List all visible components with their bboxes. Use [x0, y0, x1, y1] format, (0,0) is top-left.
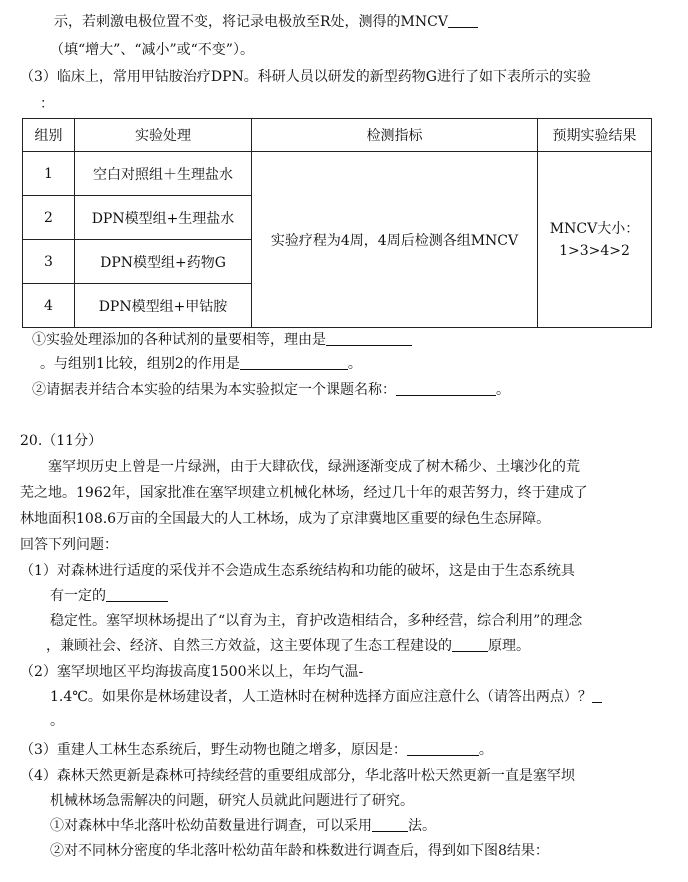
text-fragment: 有一定的: [50, 588, 106, 604]
question-20-title: 20.（11分）: [20, 433, 103, 449]
table-header: 检测指标: [252, 119, 538, 152]
text-line: 机械林场急需解决的问题，研究人员就此问题进行了研究。: [50, 793, 414, 809]
text-line: [32, 331, 412, 349]
text-line: 。: [50, 713, 64, 729]
question-line: （4）森林天然更新是森林可持续经营的重要组成部分，华北落叶松天然更新一直是塞罕坝: [20, 768, 575, 784]
text-line: ：: [40, 96, 54, 112]
question-line: [20, 741, 493, 759]
question-line: （1）对森林进行适度的采伐并不会造成生态系统结构和功能的破坏，这是由于生态系统具: [20, 563, 575, 579]
experiment-table: [22, 118, 652, 328]
text-line: [50, 817, 436, 835]
text-fragment: ②请据表并结合本实验的结果为本实验拟定一个课题名称：: [32, 382, 396, 398]
paragraph-line: 芜之地。1962年，国家批准在塞罕坝建立机械化林场，经过几十年的艰苦努力，终于建成了: [20, 485, 588, 501]
answer-blank: [396, 381, 496, 396]
expected-result-line: MNCV大小：: [549, 220, 640, 237]
question-3-line: （3）临床上，常用甲钴胺治疗DPN。科研人员以研发的新型药物G进行了如下表所示的实验: [20, 69, 591, 85]
table-header-row: [23, 119, 652, 152]
text-line: [50, 688, 602, 706]
text-fragment: 。与组别1比较，组别2的作用是: [40, 356, 240, 372]
text-line: [40, 355, 362, 373]
group-cell: 2: [23, 196, 75, 240]
group-cell: 4: [23, 284, 75, 328]
text-fragment: 。: [496, 382, 510, 398]
text-fragment: ，兼顾社会、经济、自然三方效益，这主要体现了生态工程建设的: [46, 638, 452, 654]
text-fragment: 。: [347, 356, 362, 372]
text-fragment: 原理。: [488, 638, 530, 654]
answer-blank: [372, 817, 408, 832]
answer-blank: [240, 355, 348, 370]
table-header: 预期实验结果: [538, 119, 652, 152]
answer-blank: [448, 13, 478, 28]
text-fragment: 示，若刺激电极位置不变，将记录电极放至R处，测得的MNCV: [54, 14, 448, 30]
answer-blank: [326, 331, 412, 346]
question-line: （2）塞罕坝地区平均海拔高度1500米以上，年均气温-: [20, 664, 364, 680]
expected-result-cell: [538, 152, 652, 328]
treatment-cell: 空白对照组＋生理盐水: [75, 152, 252, 196]
group-cell: 3: [23, 240, 75, 284]
treatment-cell: DPN模型组+药物G: [75, 240, 252, 284]
text-line: 稳定性。塞罕坝林场提出了“以育为主，育护改造相结合，多种经营，综合利用”的理念: [50, 613, 583, 629]
paragraph-line: 塞罕坝历史上曾是一片绿洲，由于大肆砍伐，绿洲逐渐变成了树木稀少、土壤沙化的荒: [48, 459, 580, 475]
text-fragment: ①实验处理添加的各种试剂的量要相等，理由是: [32, 332, 326, 348]
text-line: [50, 587, 168, 605]
answer-blank: [106, 587, 168, 602]
text-fragment: 1.4℃。如果你是林场建设者，人工造林时在树种选择方面应注意什么（请答出两点）？: [50, 689, 592, 705]
text-line: [54, 13, 478, 31]
treatment-cell: DPN模型组+甲钴胺: [75, 284, 252, 328]
text-line: （填“增大”、“减小”或“不变”）。: [50, 42, 254, 58]
table-header: 组别: [23, 119, 75, 152]
answer-blank: [407, 741, 479, 756]
answer-blank: [592, 688, 602, 703]
treatment-cell: DPN模型组+生理盐水: [75, 196, 252, 240]
text-line: ②对不同林分密度的华北落叶松幼苗年龄和株数进行调查后，得到如下图8结果：: [50, 843, 549, 859]
paragraph-line: 回答下列问题：: [20, 537, 118, 553]
indicator-cell: 实验疗程为4周，4周后检测各组MNCV: [252, 152, 538, 328]
text-line: [46, 637, 530, 655]
text-line: [32, 381, 510, 399]
expected-result-line: 1>3>4>2: [559, 242, 630, 259]
table-row: [23, 152, 652, 196]
text-fragment: 。: [478, 742, 493, 758]
text-fragment: ①对森林中华北落叶松幼苗数量进行调查，可以采用: [50, 818, 372, 834]
group-cell: 1: [23, 152, 75, 196]
text-fragment: 法。: [408, 818, 436, 834]
text-fragment: （3）重建人工林生态系统后，野生动物也随之增多，原因是：: [20, 742, 407, 758]
answer-blank: [452, 637, 488, 652]
table-header: 实验处理: [75, 119, 252, 152]
paragraph-line: 林地面积108.6万亩的全国最大的人工林场，成为了京津冀地区重要的绿色生态屏障。: [20, 511, 551, 527]
